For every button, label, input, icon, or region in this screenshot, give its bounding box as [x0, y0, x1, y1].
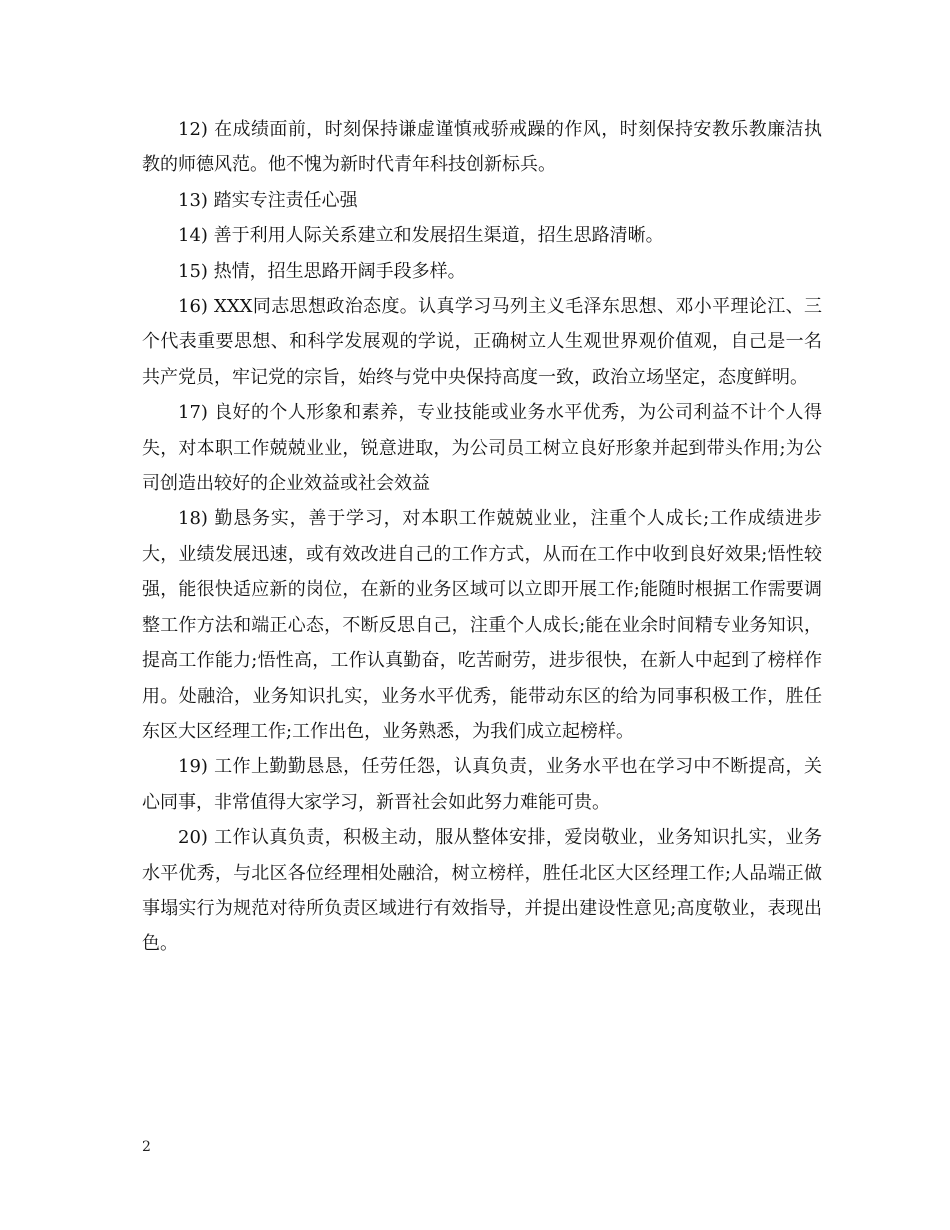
paragraph-18: 18) 勤恳务实，善于学习，对本职工作兢兢业业，注重个人成长;工作成绩进步大，业绩发展迅速，或有效改进自己的工作方式，从而在工作中收到良好效果;悟性较强，能很快适应新的岗位，在新的业务区域可以立即开展工作;能随时根据工作需要调整工作方法和端正心态，不断反思自己，注重个人成长;能在业余时间精专业务知识，提高工作能力;悟性高，工作认真勤奋，吃苦耐劳，进步很快，在新人中起到了榜样作用。处融洽，业务知识扎实，业务水平优秀，能带动东区的给为同事积极工作，胜任东区大区经理工作;工作出色，业务熟悉，为我们成立起榜样。 — [142, 508, 822, 742]
paragraph-17: 17) 良好的个人形象和素养，专业技能或业务水平优秀，为公司利益不计个人得失，对本职工作兢兢业业，锐意进取，为公司员工树立良好形象并起到带头作用;为公司创造出较好的企业效益或社会效益 — [142, 402, 822, 495]
paragraph-20: 20) 工作认真负责，积极主动，服从整体安排，爱岗敬业，业务知识扎实，业务水平优秀，与北区各位经理相处融洽，树立榜样，胜任北区大区经理工作;人品端正做事塌实行为规范对待所负责区域进行有效指导，并提出建设性意见;高度敬业，表现出色。 — [142, 827, 822, 955]
paragraph-12: 12) 在成绩面前，时刻保持谦虚谨慎戒骄戒躁的作风，时刻保持安教乐教廉洁执教的师德风范。他不愧为新时代青年科技创新标兵。 — [142, 119, 822, 176]
paragraph-19: 19) 工作上勤勤恳恳，任劳任怨，认真负责，业务水平也在学习中不断提高，关心同事，非常值得大家学习，新晋社会如此努力难能可贵。 — [142, 756, 822, 813]
paragraph-16: 16) XXX同志思想政治态度。认真学习马列主义毛泽东思想、邓小平理论江、三个代表重要思想、和科学发展观的学说，正确树立人生观世界观价值观，自己是一名共产党员，牢记党的宗旨，始终与党中央保持高度一致，政治立场坚定，态度鲜明。 — [142, 296, 822, 388]
document-body — [142, 112, 822, 962]
paragraph-13: 13) 踏实专注责任心强 — [178, 189, 358, 211]
paragraph-15: 15) 热情，招生思路开阔手段多样。 — [178, 260, 466, 282]
paragraph-14: 14) 善于利用人际关系建立和发展招生渠道，招生思路清晰。 — [178, 225, 664, 247]
page-number: 2 — [142, 1139, 151, 1155]
